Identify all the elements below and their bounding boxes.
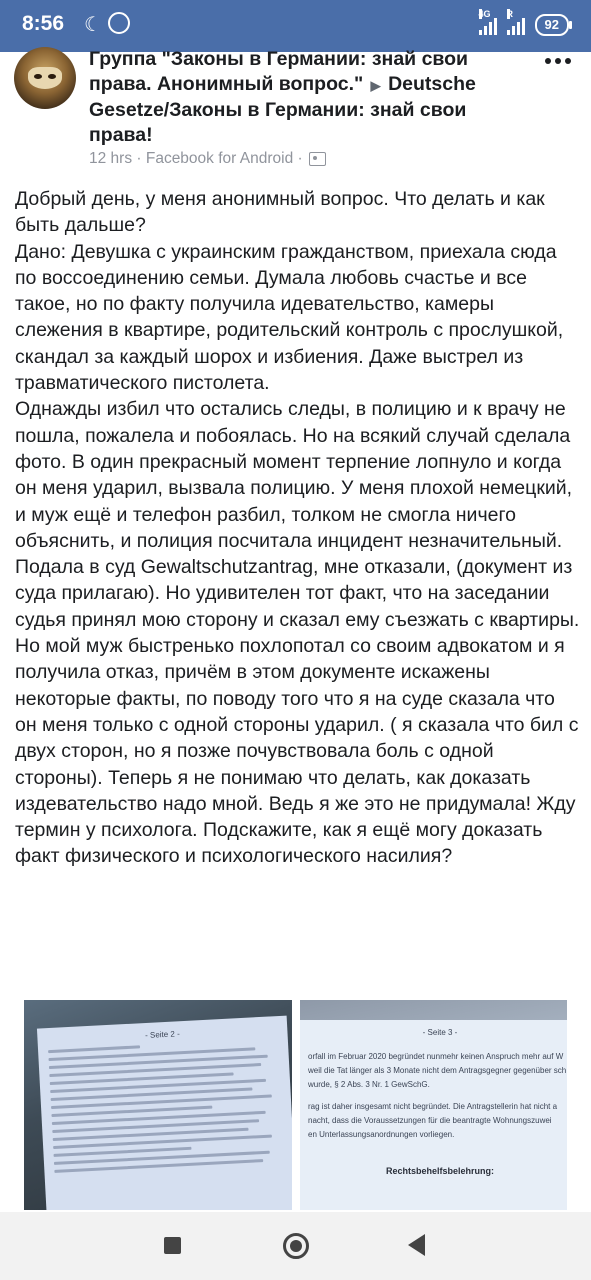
page-number: - Seite 2 - (144, 1029, 180, 1041)
post-text: Добрый день, у меня анонимный вопрос. Что делать и как быть дальше? Дано: Девушка с украинским гражданством, приехала сюда по воссоединению семьи. Думала любовь счастье и все такое, но по факту получила идевательство, камеры слежения в квартире, родительский контроль с прослушкой, скандал за каждый шорох и избиения. Даже выстрел из травматического пистолета. Однажды избил что остались следы, в полицию и к врачу не пошла, пожалела и побоялась. Но на всякий случай сделала фото. В один прекрасный момент терпение лопнуло и когда он меня ударил, вызвала полицию. У меня плохой немецкий, и муж ещё и телефон разбил, толком не смогла ничего объяснить, и полиция посчитала инцидент незначительный. Подала в суд Gewaltschutzantrag, мне отказали, (документ из суда прилагаю). Но удивителен тот факт, что на заседании судья принял мою сторону и сказал ему съезжать с квартиры. Но мой муж быстренько похлопотал со своим адвокатом и я получила отказ, причём в этом документе искажены некоторые факты, по поводу того что я на суде сказала что он меня только с одной стороны ударил. ( я сказала что бил с двух сторон, но я позже почувствовала боль с одной стороны). Теперь я не понимаю что делать, как доказать издевательство надо мной. Ведь я же это не придумала! Жду термин у психолога. Подскажите, как я ещё могу доказать факт физического и психологического насилия? (15, 188, 580, 868)
signal-label-2: R (506, 9, 514, 19)
battery-icon: 92 (535, 14, 569, 36)
group-name-link[interactable]: Группа "Законы в Германии: знай свои права. Анонимный вопрос." (89, 48, 469, 95)
document-line: en Unterlassungsanordnungen vorliegen. (308, 1130, 455, 1139)
arrow-right-icon: ▶ (370, 78, 381, 93)
document-page-3 (300, 1020, 567, 1210)
avatar[interactable] (14, 47, 76, 109)
signal-icon (478, 9, 497, 35)
attached-photo-1[interactable] (24, 1000, 292, 1210)
signal-label: 4G (478, 9, 491, 19)
system-nav-bar (0, 1212, 591, 1280)
document-line: orfall im Februar 2020 begründet nunmehr keinen Anspruch mehr auf W (308, 1052, 564, 1061)
more-options-button[interactable] (545, 58, 571, 64)
post-timestamp[interactable]: 12 hrs · Facebook for Android · (89, 150, 303, 167)
status-time: 8:56 (22, 12, 65, 35)
target-group-link[interactable]: Deutsche Gesetze/Законы в Германии: знай свои права! (89, 73, 476, 146)
status-bar (0, 0, 591, 52)
document-line: wurde, § 2 Abs. 3 Nr. 1 GewSchG. (308, 1080, 430, 1089)
alarm-icon (108, 12, 130, 34)
document-line: nacht, dass die Voraussetzungen für die beantragte Wohnungszuwei (308, 1116, 552, 1125)
attached-photo-2[interactable] (300, 1000, 567, 1210)
document-page-2 (37, 1016, 292, 1210)
post-header (89, 47, 519, 148)
home-button[interactable] (283, 1233, 309, 1259)
group-privacy-icon (309, 152, 326, 166)
recents-button[interactable] (164, 1237, 181, 1254)
post-meta (89, 150, 326, 168)
page-number: - Seite 3 - (422, 1028, 458, 1037)
document-line: weil die Tat länger als 3 Monate nicht dem Antragsgegner gegenüber sch (308, 1066, 567, 1075)
document-line: rag ist daher insgesamt nicht begründet. Die Antragstellerin hat nicht a (308, 1102, 558, 1111)
document-heading: Rechtsbehelfsbelehrung: (385, 1166, 495, 1176)
signal-icon-2 (506, 9, 525, 35)
back-button[interactable] (408, 1234, 425, 1256)
do-not-disturb-icon: ☾ (84, 14, 102, 36)
